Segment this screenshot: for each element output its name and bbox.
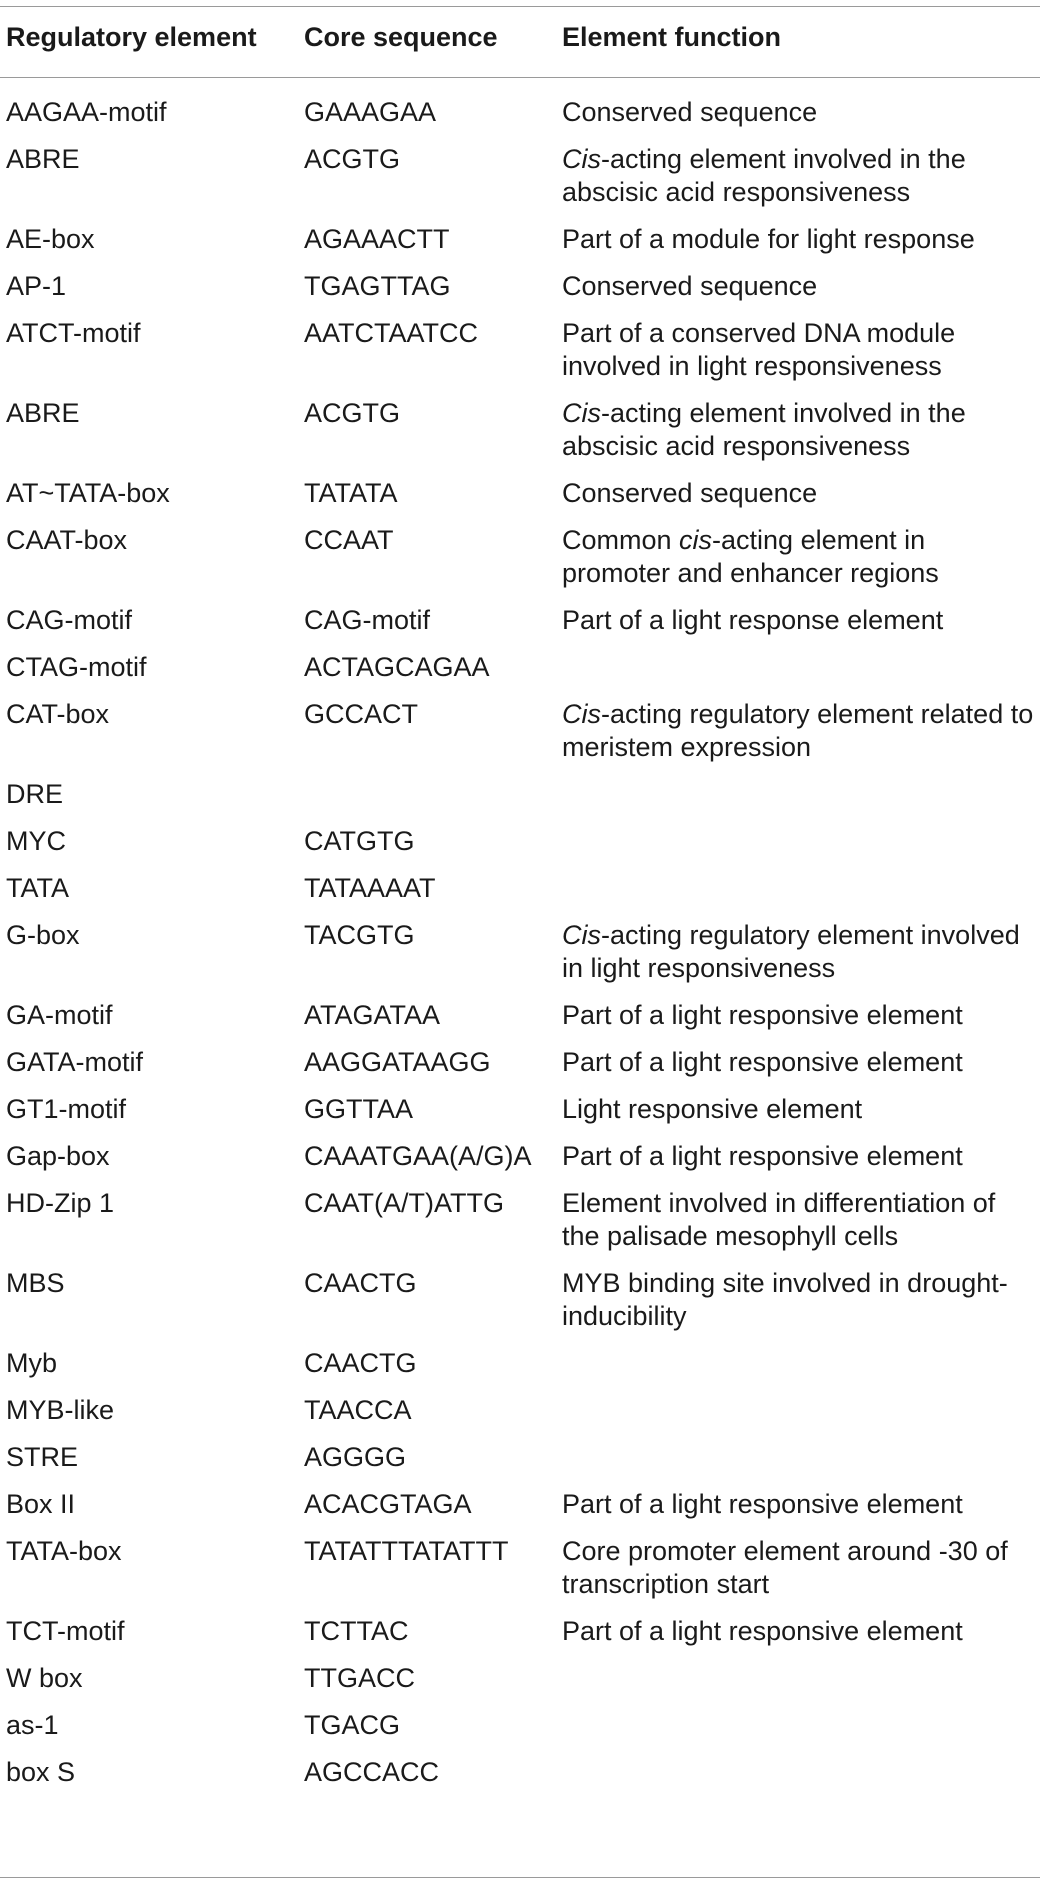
cell-regulatory-element: ATCT-motif	[6, 318, 141, 348]
function-text: Conserved sequence	[562, 478, 818, 508]
cell-element-function	[562, 140, 1040, 209]
function-text: MYB binding site involved in drought-inducibility	[562, 1268, 1008, 1331]
cell-regulatory-element: CAAT-box	[6, 525, 128, 555]
cell-element-function	[562, 775, 1040, 778]
table-row	[0, 474, 1040, 513]
table-row	[0, 996, 1040, 1035]
table-row	[0, 648, 1040, 687]
cell-element-function	[562, 1344, 1040, 1347]
cell-regulatory-element: W box	[6, 1663, 83, 1693]
cell-core-sequence: CAG-motif	[304, 605, 431, 635]
header-regulatory-element: Regulatory element	[6, 22, 257, 52]
table-row	[0, 1184, 1040, 1256]
cell-element-function	[562, 1184, 1040, 1253]
cell-element-function	[562, 1706, 1040, 1709]
table-row	[0, 1137, 1040, 1176]
cell-regulatory-element: TCT-motif	[6, 1616, 125, 1646]
cell-element-function	[562, 1043, 1040, 1079]
cell-regulatory-element: STRE	[6, 1442, 79, 1472]
function-text: -acting regulatory element involved in light responsiveness	[562, 920, 1020, 983]
cell-core-sequence: ACGTG	[304, 144, 401, 174]
cell-element-function	[562, 1532, 1040, 1601]
table-row	[0, 93, 1040, 132]
cell-regulatory-element: AP-1	[6, 271, 67, 301]
table-header-rule	[0, 77, 1040, 78]
function-prefix-text: Common	[562, 525, 680, 555]
function-text: Part of a light responsive element	[562, 1047, 963, 1077]
cell-regulatory-element: GA-motif	[6, 1000, 113, 1030]
function-text: Part of a light responsive element	[562, 1616, 963, 1646]
function-text: Part of a light responsive element	[562, 1141, 963, 1171]
cell-regulatory-element: GATA-motif	[6, 1047, 144, 1077]
cell-regulatory-element: box S	[6, 1757, 76, 1787]
function-text: -acting element in promoter and enhancer regions	[562, 525, 939, 588]
cell-core-sequence: TTGACC	[304, 1663, 415, 1693]
cell-core-sequence: CAAATGAA(A/G)A	[304, 1141, 532, 1171]
cell-core-sequence: AGCCACC	[304, 1757, 440, 1787]
table-row	[0, 1532, 1040, 1604]
function-text: -acting element involved in the abscisic acid responsiveness	[562, 144, 966, 207]
cell-core-sequence: CAAT(A/T)ATTG	[304, 1188, 504, 1218]
cell-core-sequence: TACGTG	[304, 920, 415, 950]
table-row	[0, 1043, 1040, 1082]
function-text: Part of a conserved DNA module involved in light responsiveness	[562, 318, 956, 381]
cell-element-function	[562, 916, 1040, 985]
cell-regulatory-element: CAG-motif	[6, 605, 133, 635]
cell-core-sequence: TATATTTATATTT	[304, 1536, 509, 1566]
cell-core-sequence: AGGGG	[304, 1442, 407, 1472]
cell-core-sequence: CATGTG	[304, 826, 415, 856]
table-row	[0, 695, 1040, 767]
cell-element-function	[562, 474, 1040, 510]
cell-regulatory-element: GT1-motif	[6, 1094, 127, 1124]
cell-core-sequence: AGAAACTT	[304, 224, 450, 254]
table-row	[0, 394, 1040, 466]
function-italic-text: Cis	[562, 920, 601, 950]
table-row	[0, 1706, 1040, 1745]
table-row	[0, 869, 1040, 908]
function-text: Core promoter element around -30 of transcription start	[562, 1536, 1008, 1599]
cell-element-function	[562, 1391, 1040, 1394]
header-core-sequence: Core sequence	[304, 22, 498, 52]
cell-core-sequence: CAACTG	[304, 1268, 417, 1298]
function-italic-text: Cis	[562, 699, 601, 729]
cell-element-function	[562, 648, 1040, 651]
cell-core-sequence: TATATA	[304, 478, 398, 508]
table-header-row	[0, 22, 1040, 62]
table-row	[0, 1612, 1040, 1651]
cell-element-function	[562, 1485, 1040, 1521]
cell-regulatory-element: CTAG-motif	[6, 652, 147, 682]
cell-core-sequence: TGAGTTAG	[304, 271, 451, 301]
cell-element-function	[562, 1659, 1040, 1662]
cell-regulatory-element: MYC	[6, 826, 66, 856]
table-body	[0, 93, 1040, 1792]
cell-element-function	[562, 93, 1040, 129]
table-row	[0, 1438, 1040, 1477]
cell-element-function	[562, 822, 1040, 825]
cell-element-function	[562, 267, 1040, 303]
cell-core-sequence: TATAAAAT	[304, 873, 436, 903]
cell-core-sequence: ATAGATAA	[304, 1000, 441, 1030]
cell-regulatory-element: G-box	[6, 920, 80, 950]
function-italic-text: Cis	[562, 144, 601, 174]
cell-element-function	[562, 695, 1040, 764]
cell-element-function	[562, 996, 1040, 1032]
table-top-rule	[0, 6, 1040, 7]
function-italic-text: Cis	[562, 398, 601, 428]
function-text: -acting regulatory element related to meristem expression	[562, 699, 1034, 762]
cell-regulatory-element: TATA	[6, 873, 69, 903]
cell-element-function	[562, 394, 1040, 463]
table-row	[0, 220, 1040, 259]
header-element-function: Element function	[562, 22, 782, 52]
cell-core-sequence: GCCACT	[304, 699, 418, 729]
cell-regulatory-element: CAT-box	[6, 699, 110, 729]
function-text: -acting element involved in the abscisic acid responsiveness	[562, 398, 966, 461]
cell-element-function	[562, 1264, 1040, 1333]
cell-element-function	[562, 521, 1040, 590]
function-text: Element involved in differentiation of the palisade mesophyll cells	[562, 1188, 996, 1251]
table-row	[0, 775, 1040, 814]
cell-regulatory-element: MBS	[6, 1268, 65, 1298]
table-row	[0, 521, 1040, 593]
cell-core-sequence: ACTAGCAGAA	[304, 652, 490, 682]
cell-element-function	[562, 601, 1040, 637]
cell-element-function	[562, 1612, 1040, 1648]
cell-regulatory-element: ABRE	[6, 398, 80, 428]
cell-core-sequence: ACGTG	[304, 398, 401, 428]
cell-regulatory-element: TATA-box	[6, 1536, 122, 1566]
cell-regulatory-element: Gap-box	[6, 1141, 110, 1171]
function-text: Conserved sequence	[562, 271, 818, 301]
cell-core-sequence: ACACGTAGA	[304, 1489, 472, 1519]
cell-core-sequence: CAACTG	[304, 1348, 417, 1378]
cell-regulatory-element: AAGAA-motif	[6, 97, 167, 127]
cell-element-function	[562, 1137, 1040, 1173]
cell-core-sequence: TCTTAC	[304, 1616, 409, 1646]
cell-element-function	[562, 220, 1040, 256]
cell-regulatory-element: DRE	[6, 779, 64, 809]
cell-regulatory-element: Box II	[6, 1489, 76, 1519]
cell-regulatory-element: Myb	[6, 1348, 58, 1378]
cell-core-sequence: GAAAGAA	[304, 97, 437, 127]
function-text: Light responsive element	[562, 1094, 863, 1124]
cell-core-sequence: AATCTAATCC	[304, 318, 478, 348]
cell-regulatory-element: ABRE	[6, 144, 80, 174]
table-row	[0, 1485, 1040, 1524]
cell-regulatory-element: as-1	[6, 1710, 59, 1740]
table-row	[0, 314, 1040, 386]
table-row	[0, 1344, 1040, 1383]
cell-element-function	[562, 869, 1040, 872]
table-row	[0, 601, 1040, 640]
cell-core-sequence: CCAAT	[304, 525, 394, 555]
table-row	[0, 1753, 1040, 1792]
table-row	[0, 1391, 1040, 1430]
cell-core-sequence: AAGGATAAGG	[304, 1047, 491, 1077]
cell-element-function	[562, 1438, 1040, 1441]
table-row	[0, 1659, 1040, 1698]
function-text: Part of a light responsive element	[562, 1000, 963, 1030]
cell-element-function	[562, 1090, 1040, 1126]
table-row	[0, 822, 1040, 861]
cell-element-function	[562, 1753, 1040, 1756]
cell-regulatory-element: AT~TATA-box	[6, 478, 170, 508]
function-text: Part of a light response element	[562, 605, 944, 635]
function-text: Part of a light responsive element	[562, 1489, 963, 1519]
function-text: Part of a module for light response	[562, 224, 975, 254]
table-row	[0, 140, 1040, 212]
table-row	[0, 1090, 1040, 1129]
cell-regulatory-element: AE-box	[6, 224, 95, 254]
table-row	[0, 916, 1040, 988]
cell-regulatory-element: HD-Zip 1	[6, 1188, 115, 1218]
table-row	[0, 267, 1040, 306]
cell-core-sequence: GGTTAA	[304, 1094, 414, 1124]
table-row	[0, 1264, 1040, 1336]
function-italic-text: cis	[679, 525, 713, 555]
cell-core-sequence: TAACCA	[304, 1395, 412, 1425]
function-text: Conserved sequence	[562, 97, 818, 127]
cell-regulatory-element: MYB-like	[6, 1395, 115, 1425]
cell-core-sequence: TGACG	[304, 1710, 401, 1740]
cell-element-function	[562, 314, 1040, 383]
table-bottom-rule	[0, 1877, 1040, 1878]
